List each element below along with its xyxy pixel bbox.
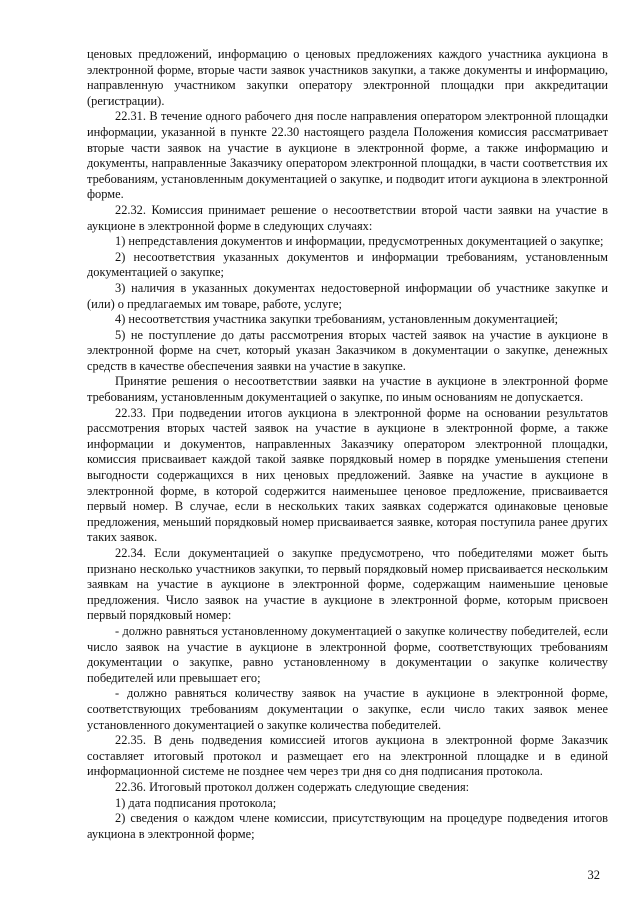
list-item-22-32-3: 3) наличия в указанных документах недостоверной информации об участнике закупке и (или) о предлагаемых им товаре, работе, услуге;: [87, 280, 608, 311]
paragraph-22-32-note: Принятие решения о несоответствии заявки на участие в аукционе в электронной форме требованиям, установленным документацией о закупке, по иным основаниям не допускается.: [87, 374, 608, 405]
paragraph-22-33: 22.33. При подведении итогов аукциона в электронной форме на основании результатов рассмотрения вторых частей заявок на участие в аукционе в электронной форме, а также информации и документов, направленных Заказчику оператором электронной площадки, комиссия присваивает каждой такой заявке порядковый номер в порядке уменьшения степени выгодности содержащихся в них ценовых предложений. Заявке на участие в аукционе в электронной форме, в которой содержится наименьшее ценовое предложение, присваивается первый номер. В случае, если в нескольких таких заявках содержатся одинаковые ценовые предложения, меньший порядковый номер присваивается заявке, которая поступила ранее других таких заявок.: [87, 405, 608, 545]
paragraph-22-35: 22.35. В день подведения комиссией итогов аукциона в электронной форме Заказчик составляет итоговый протокол и размещает его на электронной площадке и в единой информационной системе не позднее чем через три дня со дня подписания протокола.: [87, 733, 608, 779]
list-item-22-32-1: 1) непредставления документов и информации, предусмотренных документацией о закупке;: [115, 234, 604, 249]
list-item-22-36-1: 1) дата подписания протокола;: [115, 795, 277, 810]
document-body: [87, 47, 608, 842]
list-item-22-32-4: 4) несоответствия участника закупки требованиям, установленным документацией;: [115, 312, 559, 327]
list-item-22-36-2: 2) сведения о каждом члене комиссии, присутствующим на процедуре подведения итогов аукциона в электронной форме;: [87, 811, 608, 841]
paragraph-intro-continuation: ценовых предложений, информацию о ценовых предложениях каждого участника аукциона в электронной форме, вторые части заявок участников закупки, а также документы и информацию, направленную участником закупки оператору электронной площадки при аккредитации (регистрации).: [87, 47, 608, 108]
list-item-22-32-5: 5) не поступление до даты рассмотрения вторых частей заявок на участие в аукционе в электронной форме на счет, который указан Заказчиком в документации о закупке, денежных средств в качестве обеспечения заявки на участие в закупке.: [87, 327, 608, 373]
list-item-22-34-b: - должно равняться количеству заявок на участие в аукционе в электронной форме, соответствующих требованиям документации о закупке, если число таких заявок менее установленного документацией о закупке количества победителей.: [87, 686, 608, 732]
page-number: 32: [587, 868, 600, 882]
paragraph-22-32: 22.32. Комиссия принимает решение о несоответствии второй части заявки на участие в аукционе в электронной форме в следующих случаях:: [87, 202, 608, 233]
paragraph-22-31: 22.31. В течение одного рабочего дня после направления оператором электронной площадки информации, указанной в пункте 22.30 настоящего раздела Положения комиссия рассматривает вторые части заявок на участие в аукционе в электронной форме, а также информацию и документы, направленные Заказчику оператором электронной площадки, в части соответствия их требованиям, установленным документацией о закупке, и подводит итоги аукциона в электронной форме.: [87, 109, 608, 202]
paragraph-22-34: 22.34. Если документацией о закупке предусмотрено, что победителями может быть признано несколько участников закупки, то первый порядковый номер присваивается нескольким заявкам на участие в аукционе в электронной форме, содержащим наименьшие ценовые предложения. Число заявок на участие в аукционе в электронной форме, которым присвоен первый порядковый номер:: [87, 546, 608, 623]
list-item-22-32-2: 2) несоответствия указанных документов и информации требованиям, установленным документацией о закупке;: [87, 249, 608, 280]
list-item-22-34-a: - должно равняться установленному документацией о закупке количеству победителей, если число заявок на участие в аукционе в электронной форме, соответствующих требованиям документации о закупке, равно установленному в документации о закупке количеству победителей или превышает его;: [87, 623, 608, 685]
paragraph-22-36: 22.36. Итоговый протокол должен содержать следующие сведения:: [115, 779, 470, 794]
